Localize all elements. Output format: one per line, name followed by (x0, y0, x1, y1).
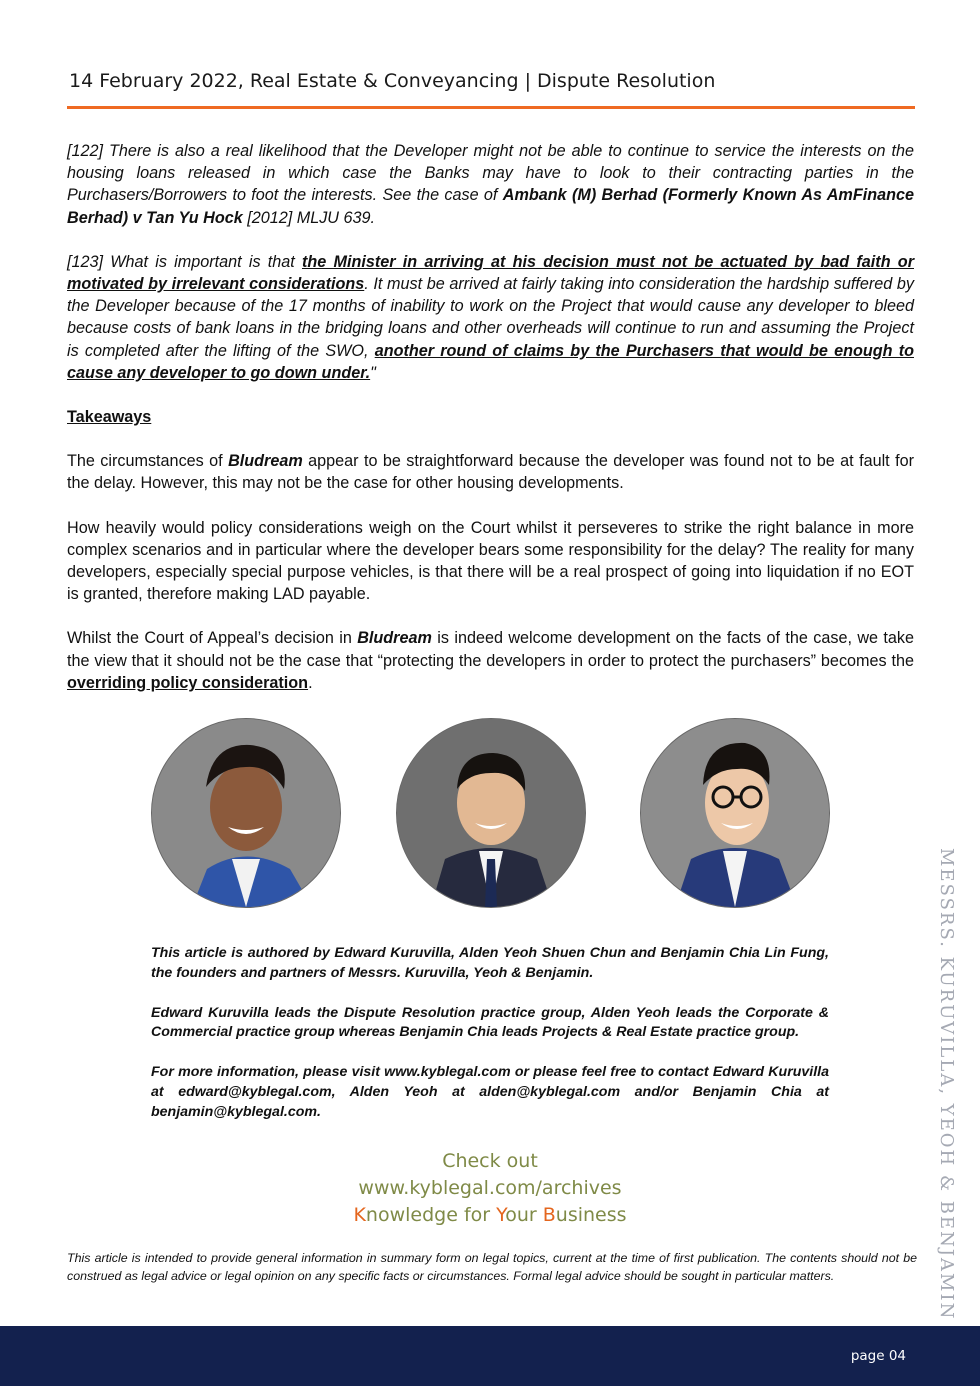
cta-check-out: Check out (442, 1150, 538, 1172)
header-divider (67, 106, 915, 109)
article-body (67, 140, 914, 716)
author-paragraph-1: This article is authored by Edward Kuruvilla, Alden Yeoh Shuen Chun and Benjamin Chia Lin Fung, the founders and partners of Messrs. Kuruvilla, Yeoh & Benjamin. (151, 945, 829, 981)
case-citation: Ambank (M) Berhad (Formerly Known As AmFinance Berhad) v Tan Yu Hock (67, 186, 914, 227)
portrait-image (397, 719, 585, 907)
side-firm-name: MESSRS. KURUVILLA, YEOH & BENJAMIN (936, 848, 957, 1321)
author-paragraph-3: For more information, please visit www.kyblegal.com or please feel free to contact Edward Kuruvilla at edward@kyblegal.com, Alden Yeoh at alden@kyblegal.com and/or Benjamin Chia at benjamin@kyblegal.com. (151, 1064, 829, 1120)
page-header-title: 14 February 2022, Real Estate & Conveyancing | Dispute Resolution (69, 70, 716, 92)
takeaways-heading: Takeaways (67, 408, 152, 427)
paragraph-123: [123] What is important is that the Minister in arriving at his decision must not be actuated by bad faith or motivated by irrelevant considerations. It must be arrived at fairly taking into consideration the hardship suffered by the Developer because of the 17 months of inability to work on the Project that would cause any developer to bleed because costs of bank loans in the bridging loans and other overheads will continue to run and assuming the Project is completed after the lifting of the SWO, another round of claims by the Purchasers that would be enough to cause any developer to go down under." (67, 252, 914, 382)
case-name: Bludream (228, 452, 303, 471)
portrait-image (641, 719, 829, 907)
author-bio (151, 944, 829, 1143)
author-paragraph-2: Edward Kuruvilla leads the Dispute Resolution practice group, Alden Yeoh leads the Corporate & Commercial practice group whereas Benjamin Chia leads Projects & Real Estate practice group. (151, 1004, 829, 1041)
photo-edward-kuruvilla (151, 718, 341, 908)
disclaimer: This article is intended to provide general information in summary form on legal topics, current at the time of first publication. The contents should not be construed as legal advice or legal opinion on any specific facts or circumstances. Formal legal advice should be sought in particular matters. (67, 1251, 917, 1283)
page-number: page 04 (850, 1348, 906, 1364)
page-footer (0, 1326, 980, 1386)
cta-archive-link[interactable]: www.kyblegal.com/archives (358, 1177, 622, 1199)
cta-tagline: Knowledge for Your Business (353, 1204, 627, 1226)
call-to-action (240, 1148, 740, 1229)
takeaways-paragraph-2: How heavily would policy considerations weigh on the Court whilst it perseveres to strike the right balance in more complex scenarios and in particular where the developer bears some responsibility for the delay? The reality for many developers, especially special purpose vehicles, is that there will be a real prospect of going into liquidation if no EOT is granted, therefore making LAD payable. (67, 518, 914, 604)
photo-benjamin-chia (640, 718, 830, 908)
emphasis-underline: another round of claims by the Purchasers that would be enough to cause any developer to go down under. (67, 341, 914, 382)
takeaways-paragraph-3: Whilst the Court of Appeal’s decision in Bludream is indeed welcome development on the facts of the case, we take the view that it should not be the case that “protecting the developers in order to protect the purchasers” becomes the overriding policy consideration. (67, 629, 914, 692)
emphasis-underline: the Minister in arriving at his decision must not be actuated by bad faith or motivated by irrelevant considerations (67, 252, 914, 294)
author-photos (0, 718, 980, 908)
case-name: Bludream (357, 629, 432, 648)
paragraph-122: [122] There is also a real likelihood that the Developer might not be able to continue to service the interests on the housing loans released in which case the Banks may have to look to their contracting parties in the Purchasers/Borrowers to foot the interests. See the case of Ambank (M) Berhad (Formerly Known As AmFinance Berhad) v Tan Yu Hock [2012] MLJU 639. (67, 142, 914, 227)
portrait-image (152, 719, 340, 907)
emphasis-underline: overriding policy consideration (67, 673, 309, 692)
photo-alden-yeoh (396, 718, 586, 908)
takeaways-paragraph-1: The circumstances of Bludream appear to be straightforward because the developer was found not to be at fault for the delay. However, this may not be the case for other housing developments. (67, 452, 914, 493)
